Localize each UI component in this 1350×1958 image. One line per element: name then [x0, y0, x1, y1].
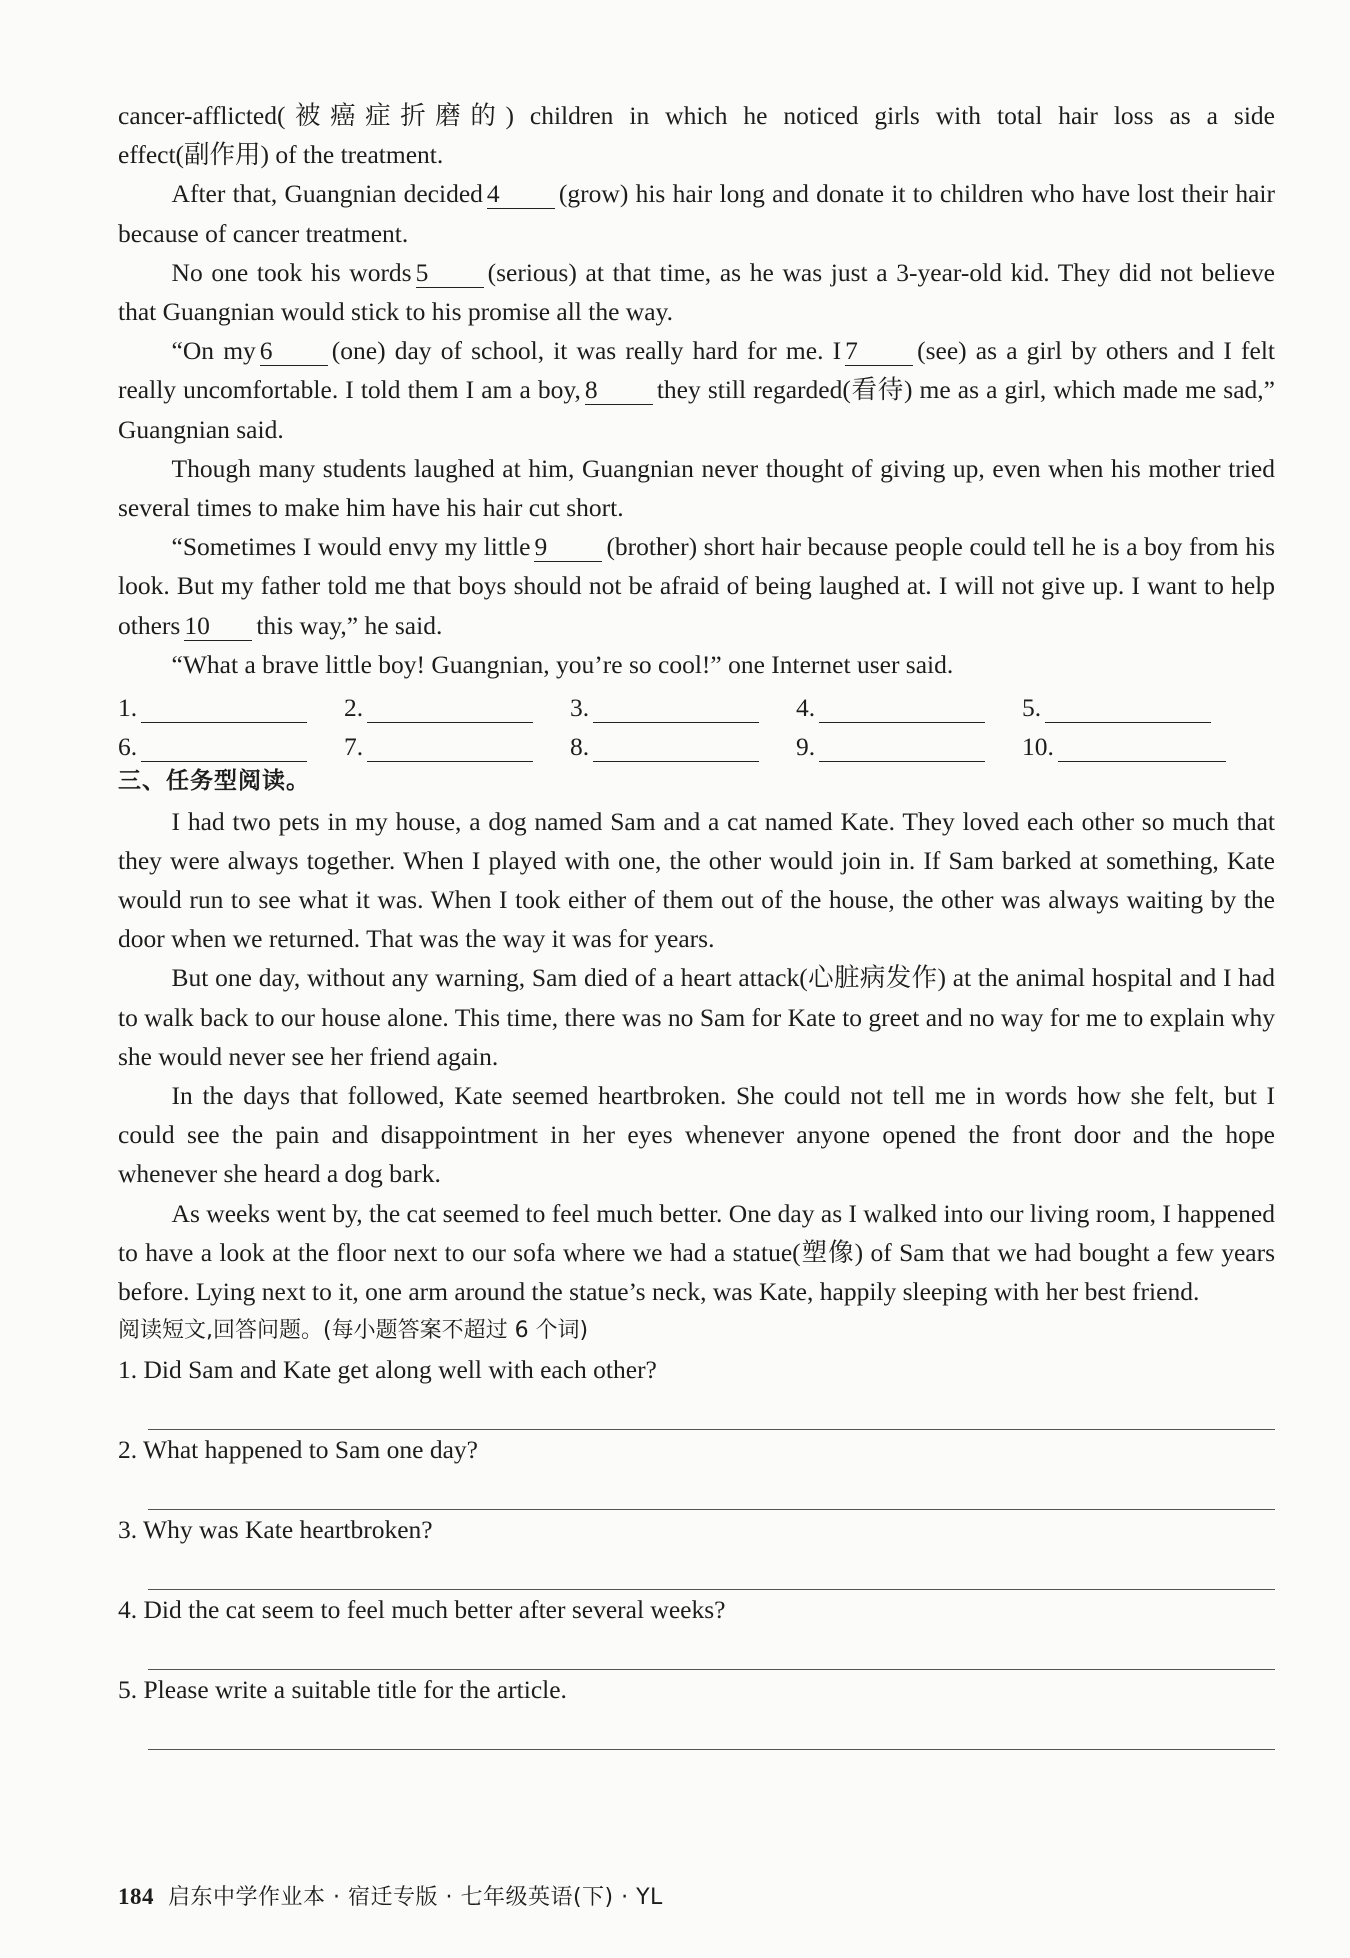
blank-5: 5 [416, 259, 484, 288]
answer-field-9[interactable] [819, 739, 985, 762]
answer-label-9: 9. [796, 732, 816, 762]
question-block-2 [118, 1430, 1275, 1510]
answer-label-6: 6. [118, 732, 138, 762]
answer-label-1: 1. [118, 693, 138, 723]
passage1-paragraph-2: After that, Guangnian decided 4 (grow) his hair long and donate it to children who have lost their hair because of cancer treatment. [118, 179, 1275, 248]
answer-field-8[interactable] [593, 739, 759, 762]
page-content [118, 96, 1275, 1750]
blank-6: 6 [260, 337, 328, 366]
answer-label-2: 2. [344, 693, 364, 723]
answer-field-5[interactable] [1045, 700, 1211, 723]
answer-field-7[interactable] [367, 739, 533, 762]
passage1-paragraph-6: “Sometimes I would envy my little 9 (brother) short hair because people could tell he is a boy from his look. But my father told me that boys should not be afraid of being laughed at. I will not give up. I want to help others 10 this way,” he said. [118, 532, 1275, 640]
book-title: 启东中学作业本 · 宿迁专版 · 七年级英语(下) · YL [168, 1885, 663, 1910]
question-3: 3. Why was Kate heartbroken? [118, 1515, 433, 1545]
question-block-1 [118, 1350, 1275, 1430]
page-footer [118, 1880, 663, 1911]
answer-label-10: 10. [1022, 732, 1054, 762]
answer-field-3[interactable] [593, 700, 759, 723]
question-4: 4. Did the cat seem to feel much better after several weeks? [118, 1595, 726, 1625]
passage2-paragraph-3: In the days that followed, Kate seemed heartbroken. She could not tell me in words how she felt, but I could see the pain and disappointment in her eyes whenever anyone opened the front door and the hope whenever she heard a dog bark. [118, 1081, 1275, 1189]
passage1-paragraph-7: “What a brave little boy! Guangnian, you’re so cool!” one Internet user said. [171, 649, 954, 679]
blank-4: 4 [487, 180, 555, 209]
page-number: 184 [118, 1884, 154, 1909]
instruction: 阅读短文,回答问题。(每小题答案不超过 6 个词) [118, 1318, 589, 1344]
passage2-paragraph-2: But one day, without any warning, Sam died of a heart attack(心脏病发作) at the animal hospital and I had to walk back to our house alone. This time, there was no Sam for Kate to greet and no way for me to explain why she would never see her friend again. [118, 963, 1275, 1071]
answer-field-10[interactable] [1058, 739, 1226, 762]
blank-10: 10 [184, 612, 252, 641]
question-block-5 [118, 1670, 1275, 1750]
answer-row-1 [118, 684, 1275, 723]
answer-field-4[interactable] [819, 700, 985, 723]
blank-8: 8 [585, 376, 653, 405]
section-title: 三、任务型阅读。 [118, 768, 310, 795]
question-block-3 [118, 1510, 1275, 1590]
blank-9: 9 [534, 533, 602, 562]
answer-field-6[interactable] [141, 739, 307, 762]
question-5: 5. Please write a suitable title for the article. [118, 1675, 567, 1705]
answer-field-1[interactable] [141, 700, 307, 723]
blank-7: 7 [845, 337, 913, 366]
passage1-paragraph-4: “On my 6 (one) day of school, it was really hard for me. I 7 (see) as a girl by others and I felt really uncomfortable. I told them I am a boy, 8 they still regarded(看待) me as a girl, which made me sad,” Guangnian said. [118, 336, 1275, 444]
answer-label-5: 5. [1022, 693, 1042, 723]
answer-line-2[interactable] [148, 1469, 1275, 1510]
answer-line-1[interactable] [148, 1389, 1275, 1430]
answer-line-4[interactable] [148, 1629, 1275, 1670]
answer-line-3[interactable] [148, 1549, 1275, 1590]
passage2-paragraph-4: As weeks went by, the cat seemed to feel much better. One day as I walked into our living room, I happened to have a look at the floor next to our sofa where we had a statue(塑像) of Sam that we had bought a few years before. Lying next to it, one arm around the statue’s neck, was Kate, happily sleeping with her best friend. [118, 1198, 1275, 1307]
passage1-line1: cancer-afflicted(被癌症折磨的) children in which he noticed girls with total hair loss as a side [118, 101, 1275, 130]
answer-label-4: 4. [796, 693, 816, 723]
answer-field-2[interactable] [367, 700, 533, 723]
passage1-line2: effect(副作用) of the treatment. [118, 140, 444, 170]
passage2-paragraph-1: I had two pets in my house, a dog named Sam and a cat named Kate. They loved each other so much that they were always together. When I played with one, the other would join in. If Sam barked at something, Kate would run to see what it was. When I took either of them out of the house, the other was always waiting by the door when we returned. That was the way it was for years. [118, 806, 1275, 954]
passage1-paragraph-5: Though many students laughed at him, Guangnian never thought of giving up, even when his mother tried several times to make him have his hair cut short. [118, 453, 1275, 523]
answer-row-2 [118, 723, 1275, 762]
question-block-4 [118, 1590, 1275, 1670]
question-2: 2. What happened to Sam one day? [118, 1435, 478, 1465]
answer-label-3: 3. [570, 693, 590, 723]
answer-label-8: 8. [570, 732, 590, 762]
answer-label-7: 7. [344, 732, 364, 762]
passage1-paragraph-3: No one took his words 5 (serious) at that time, as he was just a 3-year-old kid. They did not believe that Guangnian would stick to his promise all the way. [118, 257, 1275, 327]
answer-line-5[interactable] [148, 1709, 1275, 1750]
question-1: 1. Did Sam and Kate get along well with each other? [118, 1355, 657, 1385]
